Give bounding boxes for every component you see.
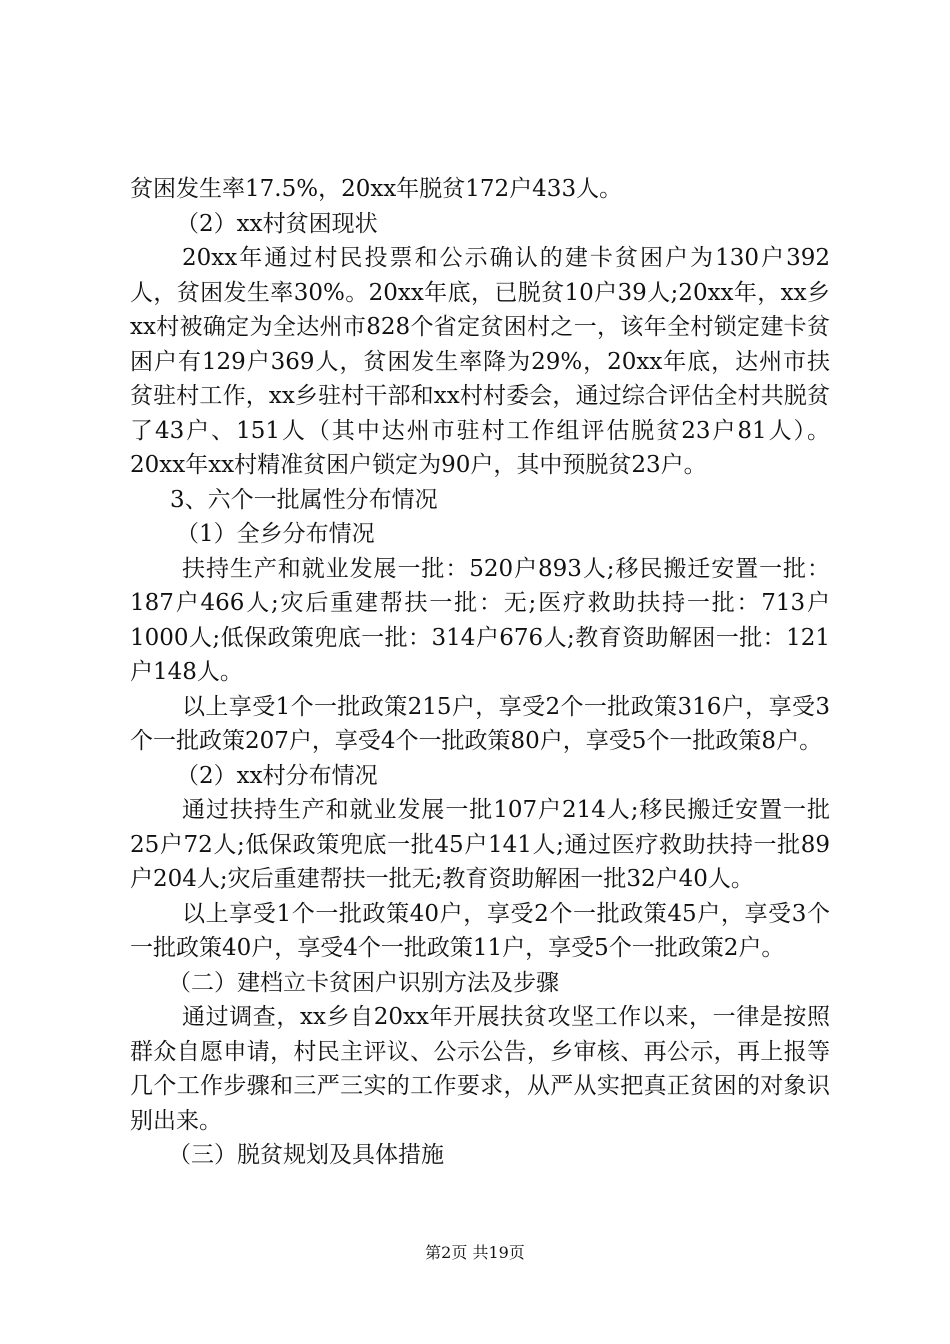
paragraph-village-policy-summary: 以上享受1个一批政策40户，享受2个一批政策45户，享受3个一批政策40户，享受4个一批政策11户，享受5个一批政策2户。 (130, 900, 830, 961)
paragraph-township-distribution: 扶持生产和就业发展一批：520户893人;移民搬迁安置一批：187户466人;灾后重建帮扶一批：无;医疗救助扶持一批：713户1000人;低保政策兜底一批：314户676人;教育资助解困一批：121户148人。 (130, 555, 830, 685)
paragraph-identification-method: 通过调查，xx乡自20xx年开展扶贫攻坚工作以来，一律是按照群众自愿申请，村民主评议、公示公告，乡审核、再公示，再上报等几个工作步骤和三严三实的工作要求，从严从实把真正贫困的对象识别出来。 (130, 1004, 830, 1134)
paragraph-village-distribution: 通过扶持生产和就业发展一批107户214人;移民搬迁安置一批25户72人;低保政策兜底一批45户141人;通过医疗救助扶持一批89户204人;灾后重建帮扶一批无;教育资助解困一批32户40人。 (130, 797, 830, 892)
document-body (130, 172, 830, 1173)
subheading-village-status: （2）xx村贫困现状 (176, 210, 378, 237)
heading-identification-method: （二）建档立卡贫困户识别方法及步骤 (168, 969, 559, 996)
heading-six-batches: 3、六个一批属性分布情况 (170, 486, 438, 513)
page-footer: 第2页 共19页 (425, 1243, 525, 1262)
paragraph-village-status: 20xx年通过村民投票和公示确认的建卡贫困户为130户392人，贫困发生率30%。20xx年底，已脱贫10户39人;20xx年，xx乡xx村被确定为全达州市828个省定贫困村之一，该年全村锁定建卡贫困户有129户369人，贫困发生率降为29%，20xx年底，达州市扶贫驻村工作，xx乡驻村干部和xx村村委会，通过综合评估全村共脱贫了43户、151人（其中达州市驻村工作组评估脱贫23户81人）。20xx年xx村精准贫困户锁定为90户，其中预脱贫23户。 (130, 245, 830, 478)
heading-poverty-plan: （三）脱贫规划及具体措施 (168, 1142, 444, 1168)
subheading-township-distribution: （1）全乡分布情况 (176, 521, 375, 547)
subheading-village-distribution: （2）xx村分布情况 (176, 762, 378, 789)
paragraph-township-policy-summary: 以上享受1个一批政策215户，享受2个一批政策316户，享受3个一批政策207户，享受4个一批政策80户，享受5个一批政策8户。 (130, 693, 830, 754)
paragraph-continuation: 贫困发生率17.5%，20xx年脱贫172户433人。 (130, 176, 623, 202)
